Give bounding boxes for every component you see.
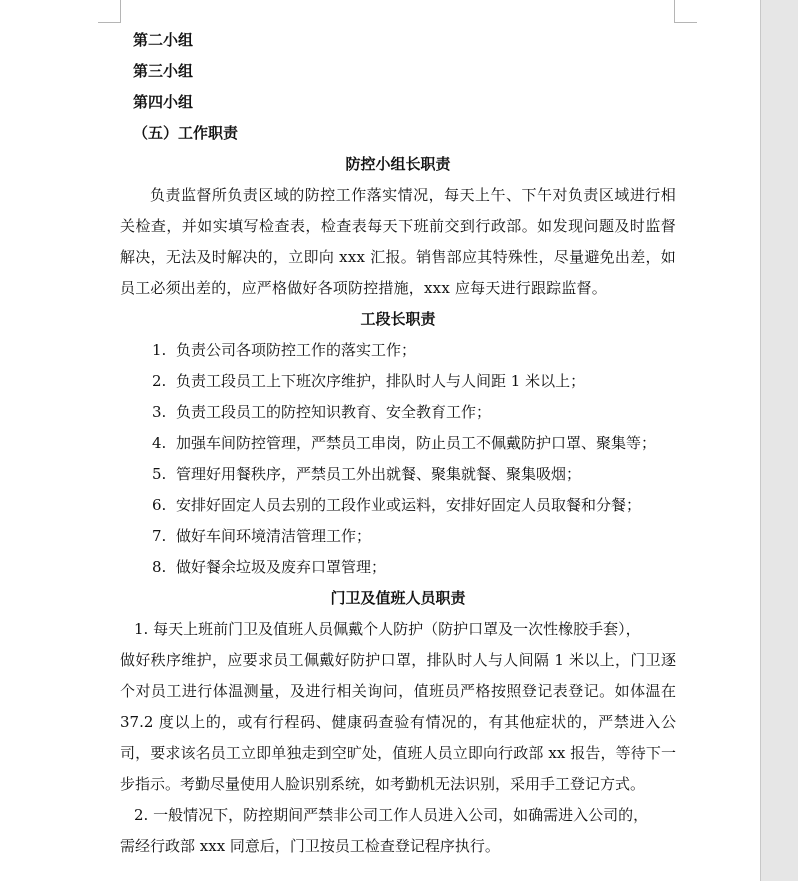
crop-mark-top-left	[98, 0, 121, 23]
list-item: 2. 负责工段员工上下班次序维护，排队时人与人间距 1 米以上；	[152, 372, 586, 390]
document-body	[120, 25, 676, 862]
list-item: 4. 加强车间防控管理，严禁员工串岗，防止员工不佩戴防护口罩、聚集等；	[152, 434, 657, 452]
heading-group-3: 第三小组	[133, 62, 194, 80]
guard-duty-item-2: 2. 一般情况下，防控期间严禁非公司工作人员进入公司，如确需进入公司的， 需经行政部 xxx 同意后，门卫按员工检查登记程序执行。	[120, 806, 649, 855]
crop-mark-top-right	[674, 0, 697, 23]
list-item: 1. 负责公司各项防控工作的落实工作；	[152, 341, 417, 359]
leader-duties-paragraph: 负责监督所负责区域的防控工作落实情况，每天上午、下午对负责区域进行相关检查，并如实填写检查表，检查表每天下班前交到行政部。如发现问题及时监督解决，无法及时解决的，立即向 xxx 汇报。销售部应其特殊性，尽量避免出差，如员工必须出差的，应严格做好各项防控措施，xxx 应每天进行跟踪监督。	[120, 186, 676, 297]
heading-section-5: （五）工作职责	[133, 124, 239, 142]
list-item: 3. 负责工段员工的防控知识教育、安全教育工作；	[152, 403, 492, 421]
heading-group-2: 第二小组	[133, 31, 194, 49]
guard-duty-item-1: 1. 每天上班前门卫及值班人员佩戴个人防护（防护口罩及一次性橡胶手套）， 做好秩序维护，应要求员工佩戴好防护口罩，排队时人与人间隔 1 米以上，门卫逐个对员工进行体温测量，及进行相关询问，值班员严格按照登记表登记。如体温在 37.2 度以上的，或有行程码、健康码查验有情况的，有其他症状的，严禁进入公司，要求该名员工立即单独走到空旷处，值班人员立即向行政部 xx 报告，等待下一步指示。考勤尽量使用人脸识别系统，如考勤机无法识别，采用手工登记方式。	[120, 620, 676, 793]
list-item: 5. 管理好用餐秩序，严禁员工外出就餐、聚集就餐、聚集吸烟；	[152, 465, 582, 483]
heading-group-4: 第四小组	[133, 93, 194, 111]
workspace-background	[761, 0, 798, 881]
list-item: 6. 安排好固定人员去别的工段作业或运料，安排好固定人员取餐和分餐；	[152, 496, 642, 514]
list-item: 8. 做好餐余垃圾及废弃口罩管理；	[152, 558, 387, 576]
section-chief-duties-list	[120, 335, 676, 583]
heading-leader-duties: 防控小组长职责	[345, 155, 451, 173]
heading-section-chief-duties: 工段长职责	[360, 310, 436, 328]
heading-guard-duties: 门卫及值班人员职责	[330, 589, 466, 607]
list-item: 7. 做好车间环境清洁管理工作；	[152, 527, 372, 545]
